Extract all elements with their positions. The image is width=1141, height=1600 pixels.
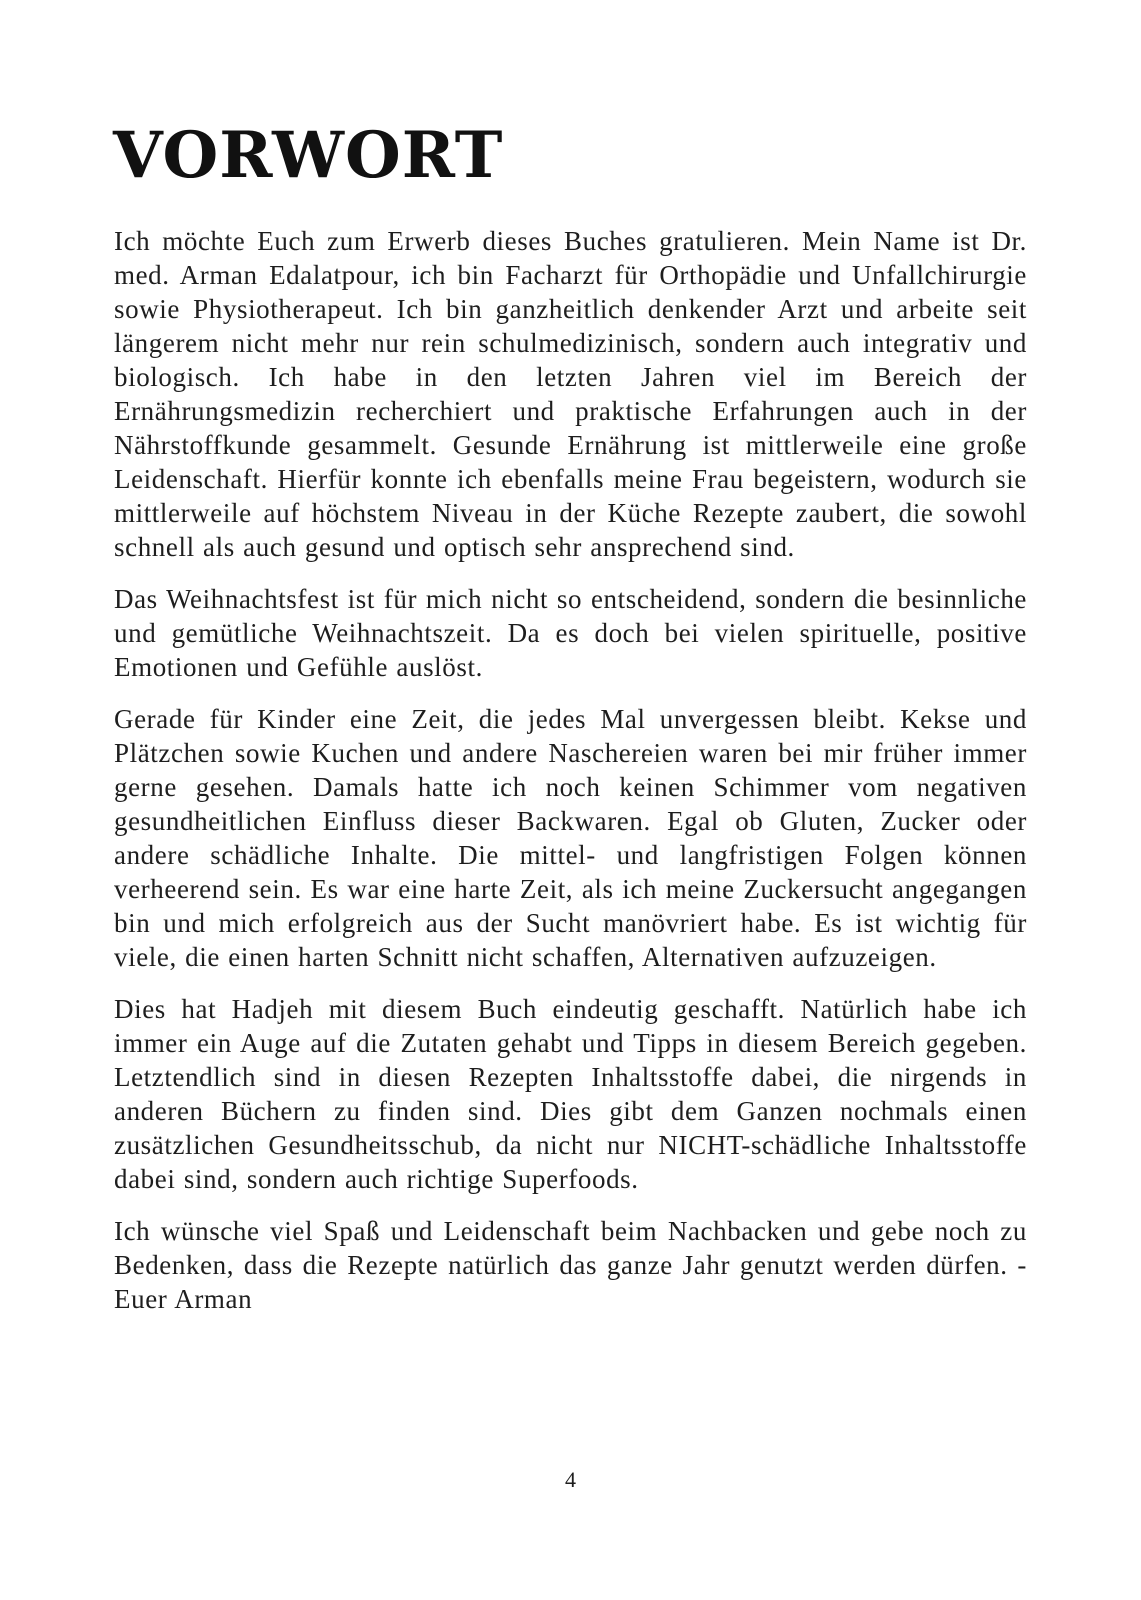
foreword-body [114, 224, 1027, 1334]
paragraph-book: Dies hat Hadjeh mit diesem Buch eindeutig geschafft. Natürlich habe ich immer ein Auge auf die Zutaten gehabt und Tipps in diesem Bereich gegeben. Letztendlich sind in diesen Rezepten Inhaltsstoffe dabei, die nirgends in anderen Büchern zu finden sind. Dies gibt dem Ganzen nochmals einen zusätzlichen Gesundheitsschub, da nicht nur NICHT-schädliche Inhaltsstoffe dabei sind, sondern auch richtige Superfoods. [114, 994, 1027, 1194]
page-title: VORWORT [113, 118, 504, 193]
page-number: 4 [565, 1467, 576, 1492]
paragraph-children: Gerade für Kinder eine Zeit, die jedes Mal unvergessen bleibt. Kekse und Plätzchen sowie Kuchen und andere Naschereien waren bei mir früher immer gerne gesehen. Damals hatte ich noch keinen Schimmer vom negativen gesundheitlichen Einfluss dieser Backwaren. Egal ob Gluten, Zucker oder andere schädliche Inhalte. Die mittel- und langfristigen Folgen können verheerend sein. Es war eine harte Zeit, als ich meine Zuckersucht angegangen bin und mich erfolgreich aus der Sucht manövriert habe. Es ist wichtig für viele, die einen harten Schnitt nicht schaffen, Alternativen aufzuzeigen. [114, 704, 1027, 972]
paragraph-closing: Ich wünsche viel Spaß und Leidenschaft beim Nachbacken und gebe noch zu Bedenken, dass die Rezepte natürlich das ganze Jahr genutzt werden dürfen. - Euer Arman [114, 1216, 1027, 1314]
paragraph-christmas: Das Weihnachtsfest ist für mich nicht so entscheidend, sondern die besinnliche und gemütliche Weihnachtszeit. Da es doch bei vielen spirituelle, positive Emotionen und Gefühle auslöst. [114, 584, 1027, 682]
paragraph-intro: Ich möchte Euch zum Erwerb dieses Buches gratulieren. Mein Name ist Dr. med. Arman Edalatpour, ich bin Facharzt für Orthopädie und Unfallchirurgie sowie Physiotherapeut. Ich bin ganzheitlich denkender Arzt und arbeite seit längerem nicht mehr nur rein schulmedizinisch, sondern auch integrativ und biologisch. Ich habe in den letzten Jahren viel im Bereich der Ernährungsmedizin recherchiert und praktische Erfahrungen auch in der Nährstoffkunde gesammelt. Gesunde Ernährung ist mittlerweile eine große Leidenschaft. Hierfür konnte ich ebenfalls meine Frau begeistern, wodurch sie mittlerweile auf höchstem Niveau in der Küche Rezepte zaubert, die sowohl schnell als auch gesund und optisch sehr ansprechend sind. [114, 226, 1027, 562]
